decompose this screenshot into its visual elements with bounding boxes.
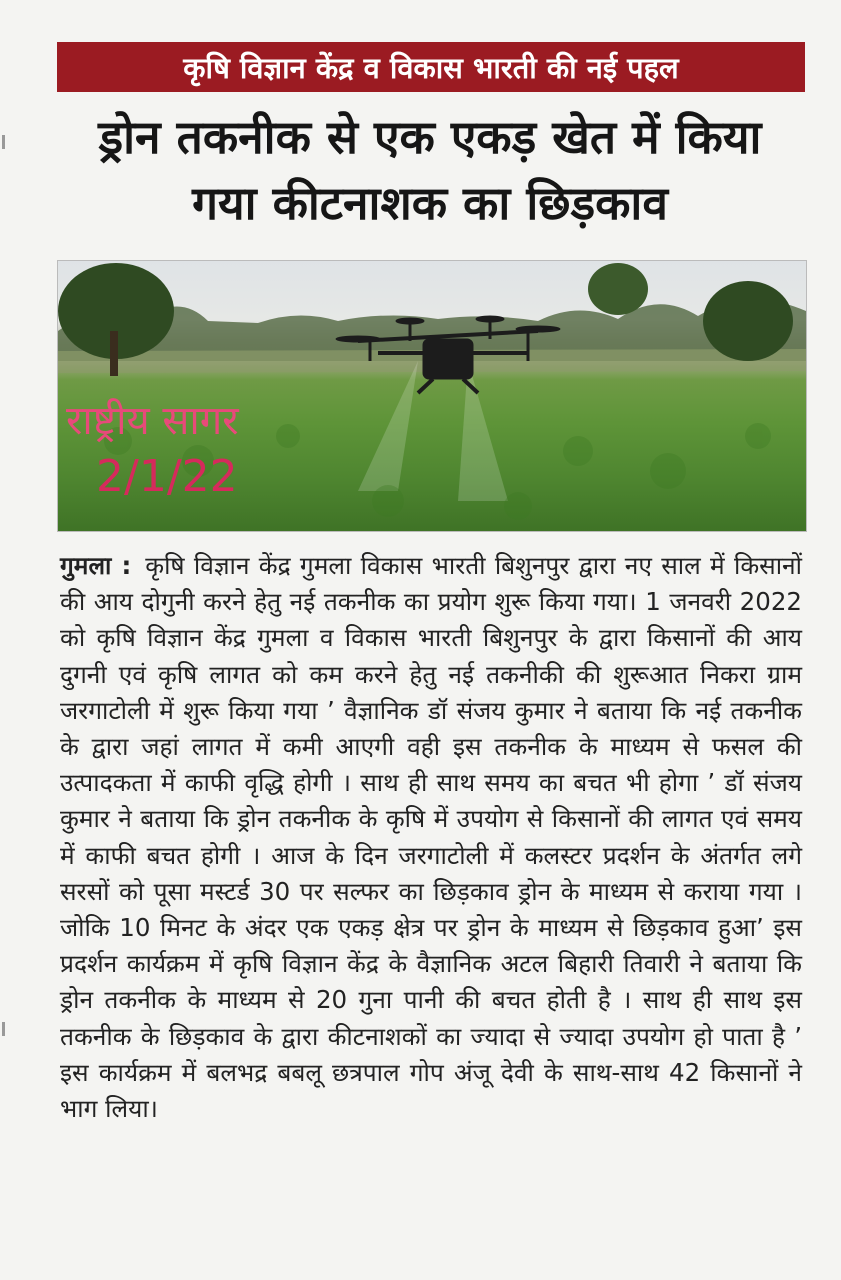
photo-stamp-newspaper: राष्ट्रीय सागर [66, 398, 239, 444]
margin-mark [2, 135, 5, 149]
kicker-banner [57, 42, 805, 92]
article-body [60, 548, 802, 1127]
margin-mark [2, 1022, 5, 1036]
headline-line-1: ड्रोन तकनीक से एक एकड़ खेत में किया [98, 110, 762, 164]
headline [40, 104, 820, 236]
kicker-text: कृषि विज्ञान केंद्र व विकास भारती की नई पहल [183, 50, 679, 85]
article-text: कृषि विज्ञान केंद्र गुमला विकास भारती बिशुनपुर द्वारा नए साल में किसानों की आय दोगुनी करने हेतु नई तकनीक का प्रयोग शुरू किया गया। 1 जनवरी 2022 को कृषि विज्ञान केंद्र गुमला व विकास भारती बिशुनपुर के द्वारा किसानों की आय दुगनी एवं कृषि लागत को कम करने हेतु नई तकनीकी की शुरूआत निकरा ग्राम जरगाटोली में शुरू किया गया ’ वैज्ञानिक डॉ संजय कुमार ने बताया कि नई तकनीक के द्वारा जहां लागत में कमी आएगी वही इस तकनीक के माध्यम से फसल की उत्पादकता में काफी वृद्धि होगी । साथ ही साथ समय का बचत भी होगा ’ डॉ संजय कुमार ने बताया कि ड्रोन तकनीक के कृषि में उपयोग से किसानों की लागत एवं समय में काफी बचत होगी । आज के दिन जरगाटोली में कलस्टर प्रदर्शन के अंतर्गत लगे सरसों को पूसा मस्टर्ड 30 पर सल्फर का छिड़काव ड्रोन के माध्यम से कराया गया । जोकि 10 मिनट के अंदर एक एकड़ क्षेत्र पर ड्रोन के माध्यम से छिड़काव हुआ’ इस प्रदर्शन कार्यक्रम में कृषि विज्ञान केंद्र के वैज्ञानिक अटल बिहारी तिवारी ने बताया कि ड्रोन तकनीक के माध्यम से 20 गुना पानी की बचत होती है । साथ ही साथ इस तकनीक के छिड़काव के द्वारा कीटनाशकों का ज्यादा से ज्यादा उपयोग हो पाता है ’ इस कार्यक्रम में बलभद्र बबलू छत्रपाल गोप अंजू देवी के साथ-साथ 42 किसानों ने भाग लिया। [60, 551, 802, 1124]
dateline: गुमला : [60, 551, 132, 580]
photo-stamp-date: 2/1/22 [96, 451, 238, 502]
headline-line-2: गया कीटनाशक का छिड़काव [192, 176, 668, 230]
drone-photo [57, 260, 807, 532]
